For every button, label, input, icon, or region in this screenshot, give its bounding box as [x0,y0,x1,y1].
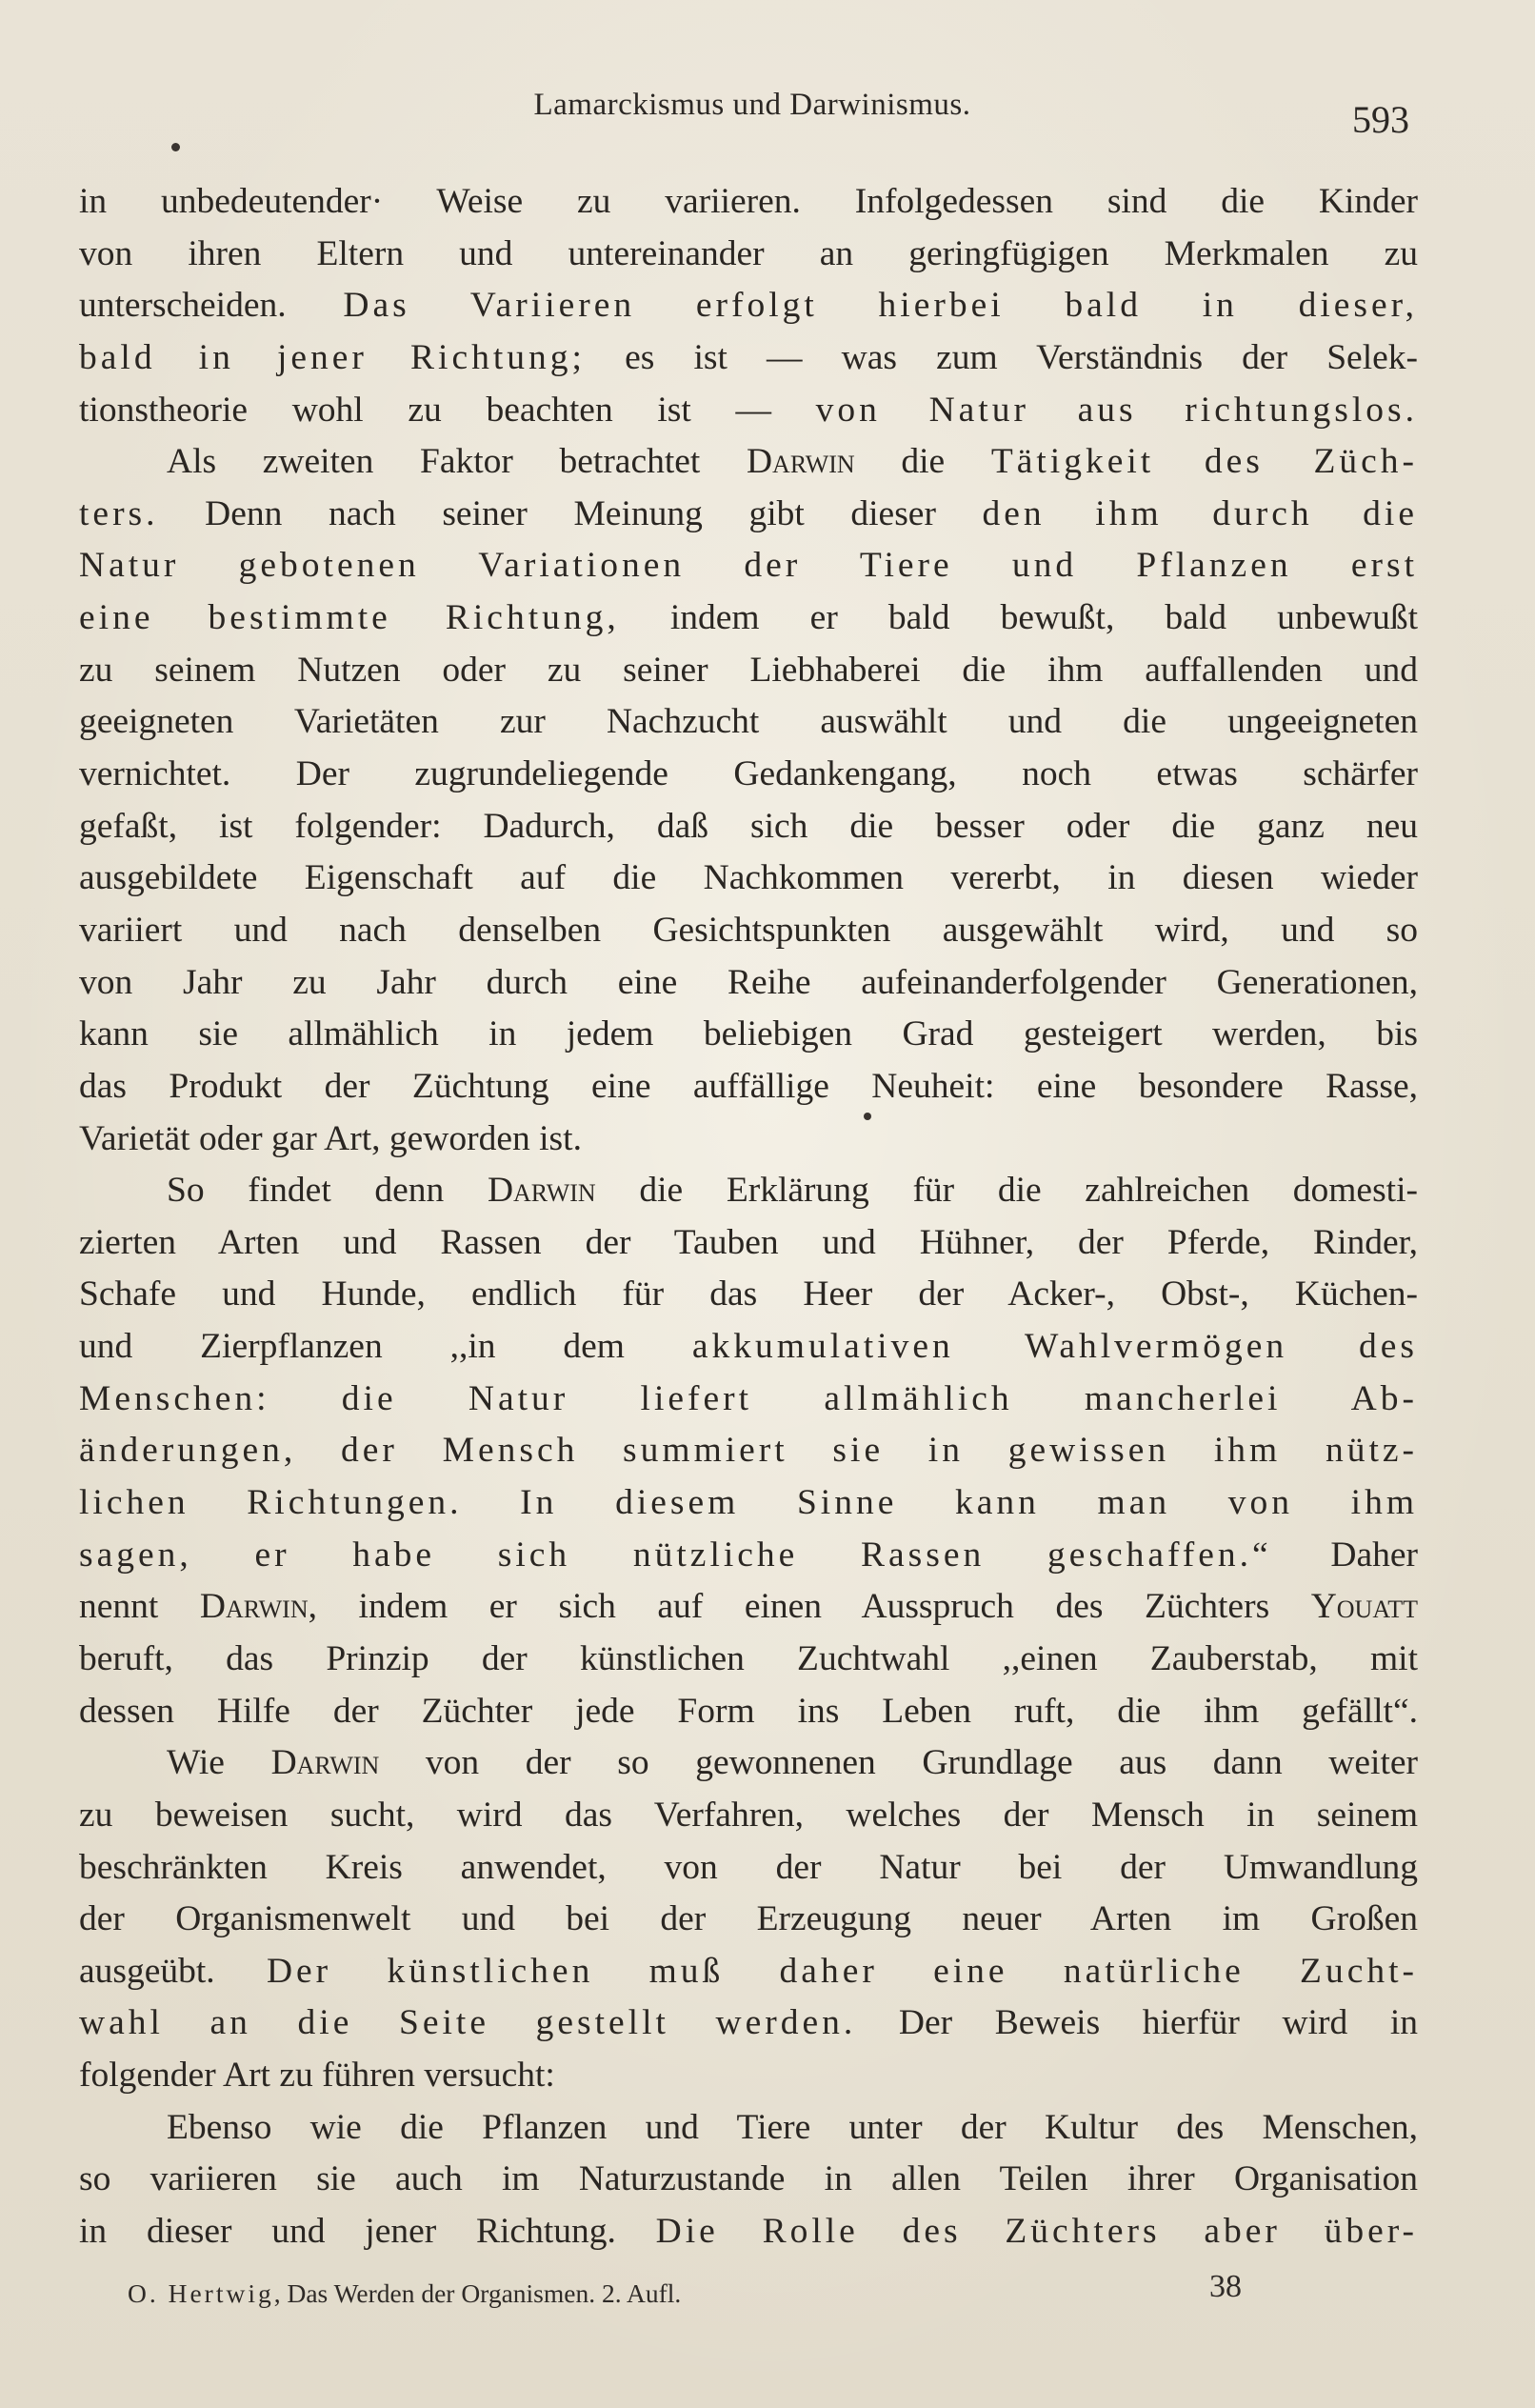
text-line: gefaßt, ist folgender: Dadurch, daß sich die besser oder die ganz neu [79,806,1418,846]
text-line: in dieser und jener Richtung. Die Rolle des Züchters aber über- [79,2211,1418,2251]
text-line: in unbedeutender· Weise zu variieren. Infolgedessen sind die Kinder [79,182,1418,221]
text-line: Wie Darwin von der so gewonnenen Grundlage aus dann weiter [167,1743,1418,1783]
spaced-emphasis: Tätigkeit des Züch- [990,442,1418,482]
text-line: Als zweiten Faktor betrachtet Darwin die Tätigkeit des Züch- [167,442,1418,482]
text-line: von Jahr zu Jahr durch eine Reihe aufeinanderfolgender Generationen, [79,962,1418,1002]
spaced-emphasis: wahl an die Seite gestellt werden. [79,2003,857,2043]
text-line: das Produkt der Züchtung eine auffällige Neuheit: eine besondere Rasse, [79,1066,1418,1106]
spaced-emphasis: bald in jener Richtung; [79,337,586,377]
footer-citation [128,2278,681,2309]
text-line: Ebenso wie die Pflanzen und Tiere unter der Kultur des Menschen, [167,2107,1418,2147]
spaced-emphasis: den ihm durch die [982,493,1418,533]
spaced-emphasis: Das Variieren erfolgt hierbei bald in dieser, [343,286,1419,326]
text-line: von ihren Eltern und untereinander an geringfügigen Merkmalen zu [79,233,1418,273]
spaced-emphasis: Der künstlichen muß daher eine natürliche Zucht- [266,1951,1418,1991]
text-line: Menschen: die Natur liefert allmählich mancherlei Ab- [79,1378,1418,1418]
spaced-emphasis: sagen, er habe sich nützliche Rassen geschaffen.“ [79,1535,1272,1575]
page-number: 593 [1352,98,1409,141]
author-name: Darwin [746,442,855,482]
text-line: unterscheiden. Das Variieren erfolgt hierbei bald in dieser, [79,286,1419,326]
author-name: Darwin [199,1587,309,1627]
text-line: lichen Richtungen. In diesem Sinne kann man von ihm [79,1483,1418,1523]
text-line: beruft, das Prinzip der künstlichen Zuchtwahl ,,einen Zauberstab, mit [79,1638,1418,1678]
spaced-emphasis: von Natur aus richtungslos. [815,390,1418,430]
footer-title: , Das Werden der Organismen. 2. Aufl. [273,2278,682,2308]
text-line: ausgeübt. Der künstlichen muß daher eine natürliche Zucht- [79,1951,1418,1991]
text-line: Natur gebotenen Variationen der Tiere und Pflanzen erst [79,546,1418,586]
text-line: beschränkten Kreis anwendet, von der Natur bei der Umwandlung [79,1847,1418,1887]
text-line: eine bestimmte Richtung, indem er bald bewußt, bald unbewußt [79,598,1418,638]
author-name: Youatt [1310,1587,1418,1627]
text-line: änderungen, der Mensch summiert sie in gewissen ihm nütz- [79,1431,1418,1471]
body-text [79,176,1418,2258]
text-line: folgender Art zu führen versucht: [79,2056,555,2096]
text-line: nennt Darwin, indem er sich auf einen Ausspruch des Züchters Youatt [79,1587,1418,1627]
text-line: wahl an die Seite gestellt werden. Der Beweis hierfür wird in [79,2003,1419,2043]
ink-speck [171,143,180,151]
text-line: so variieren sie auch im Naturzustande in allen Teilen ihrer Organisation [79,2159,1418,2199]
text-line: Varietät oder gar Art, geworden ist. [79,1118,582,1158]
text-line: variiert und nach denselben Gesichtspunkten ausgewählt wird, und so [79,910,1418,950]
text-line: zu beweisen sucht, wird das Verfahren, welches der Mensch in seinem [79,1795,1418,1835]
text-line: und Zierpflanzen ,,in dem akkumulativen Wahlvermögen des [79,1327,1418,1367]
spaced-emphasis: eine bestimmte Richtung, [79,598,620,638]
text-line: geeigneten Varietäten zur Nachzucht auswählt und die ungeeigneten [79,702,1418,742]
text-line: Schafe und Hunde, endlich für das Heer der Acker-, Obst-, Küchen- [79,1274,1418,1314]
footer-author: O. Hertwig [128,2278,274,2308]
spaced-emphasis: ters. [79,493,159,533]
text-line: vernichtet. Der zugrundeliegende Gedankengang, noch etwas schärfer [79,754,1418,794]
author-name: Darwin [487,1171,596,1211]
running-head: Lamarckismus und Darwinismus. [533,88,971,122]
text-line: dessen Hilfe der Züchter jede Form ins Leben ruft, die ihm gefällt“. [79,1691,1418,1731]
spaced-emphasis: akkumulativen Wahlvermögen des [691,1327,1418,1367]
text-line: bald in jener Richtung; es ist — was zum Verständnis der Selek- [79,337,1418,377]
text-line: kann sie allmählich in jedem beliebigen Grad gesteigert werden, bis [79,1014,1418,1054]
spaced-emphasis: Die Rolle des Züchters aber über- [655,2211,1418,2251]
text-line: ters. Denn nach seiner Meinung gibt dieser den ihm durch die [79,493,1418,533]
signature-mark: 38 [1209,2269,1242,2304]
text-line: ausgebildete Eigenschaft auf die Nachkommen vererbt, in diesen wieder [79,858,1418,898]
text-line: sagen, er habe sich nützliche Rassen geschaffen.“ Daher [79,1535,1419,1575]
text-line: zierten Arten und Rassen der Tauben und Hühner, der Pferde, Rinder, [79,1222,1418,1262]
text-line: tionstheorie wohl zu beachten ist — von Natur aus richtungslos. [79,390,1418,430]
author-name: Darwin [270,1743,380,1783]
text-line: zu seinem Nutzen oder zu seiner Liebhaberei die ihm auffallenden und [79,650,1418,690]
text-line: der Organismenwelt und bei der Erzeugung neuer Arten im Großen [79,1899,1418,1939]
text-line: So findet denn Darwin die Erklärung für die zahlreichen domesti- [167,1171,1418,1211]
